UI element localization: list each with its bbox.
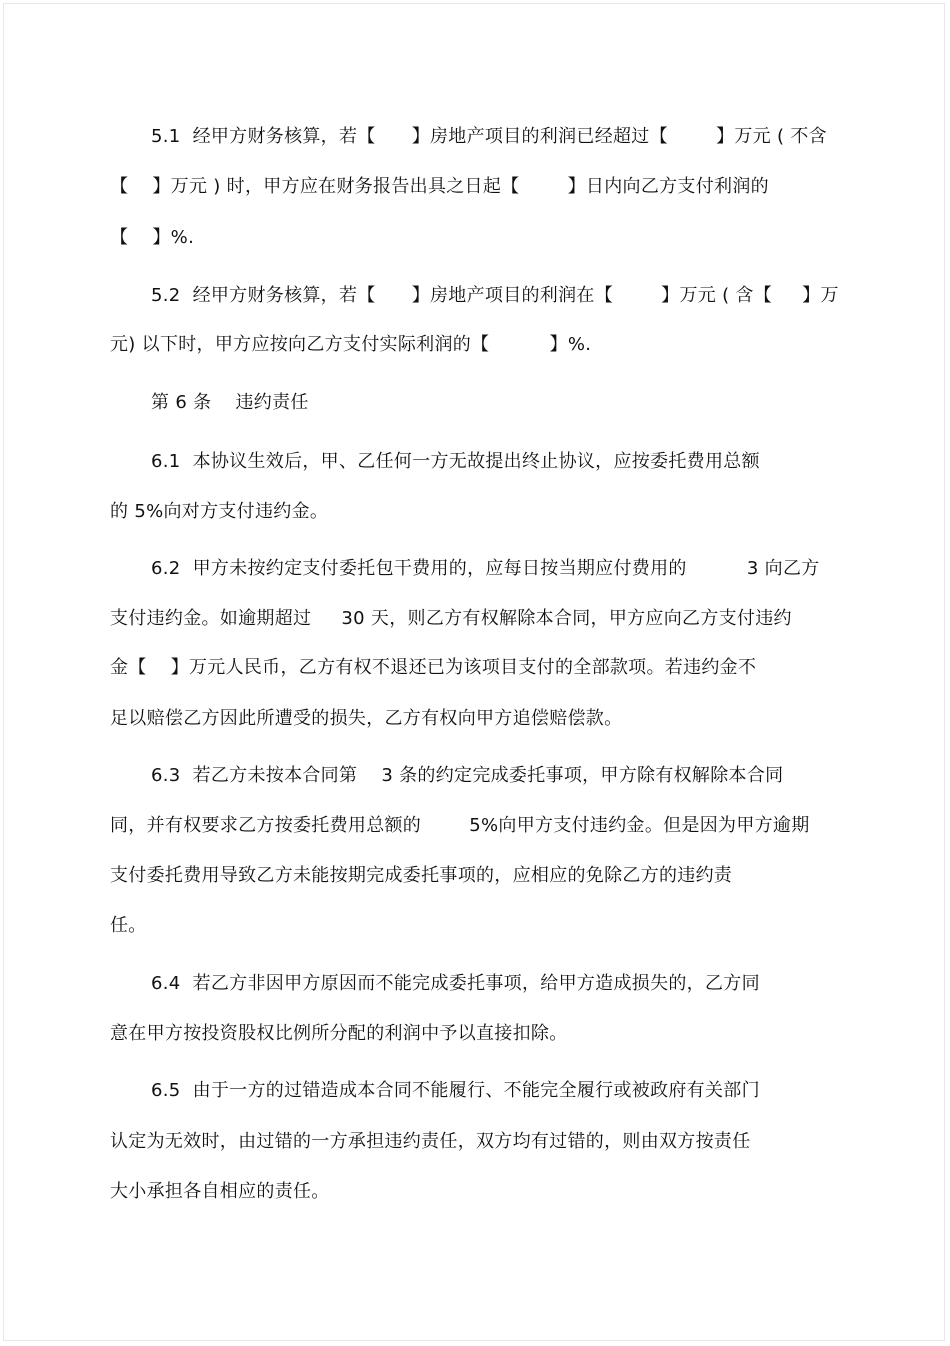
text-line-5-1-b: 【 】万元 ) 时，甲方应在财务报告出具之日起【 】日内向乙方支付利润的 [110,176,769,197]
text-line-5-1-a: 5.1 经甲方财务核算，若【 】房地产项目的利润已经超过【 】万元 ( 不含 [151,126,827,147]
text-line-6-1-a: 6.1 本协议生效后，甲、乙任何一方无故提出终止协议，应按委托费用总额 [151,451,760,472]
section-heading-article-6: 第 6 条 违约责任 [151,392,309,413]
text-line-6-2-b: 支付违约金。如逾期超过 30 天，则乙方有权解除本合同，甲方应向乙方支付违约 [110,608,792,629]
text-line-6-4-a: 6.4 若乙方非因甲方原因而不能完成委托事项，给甲方造成损失的，乙方同 [151,973,760,994]
document-page [3,3,945,1341]
text-line-6-5-b: 认定为无效时，由过错的一方承担违约责任，双方均有过错的，则由双方按责任 [110,1131,751,1152]
text-line-5-2-a: 5.2 经甲方财务核算，若【 】房地产项目的利润在【 】万元 ( 含【 】万 [151,285,839,306]
text-line-5-1-c: 【 】%. [110,227,195,248]
text-line-6-3-b: 同，并有权要求乙方按委托费用总额的 5%向甲方支付违约金。但是因为甲方逾期 [110,815,810,836]
text-line-6-3-a: 6.3 若乙方未按本合同第 3 条的约定完成委托事项，甲方除有权解除本合同 [151,765,784,786]
text-line-6-3-d: 任。 [110,915,147,936]
text-line-6-1-b: 的 5%向对方支付违约金。 [110,501,329,522]
text-line-6-2-c: 金【 】万元人民币，乙方有权不退还已为该项目支付的全部款项。若违约金不 [110,657,757,678]
text-line-5-2-b: 元) 以下时，甲方应按向乙方支付实际利润的【 】%. [110,334,592,355]
text-line-6-2-a: 6.2 甲方未按约定支付委托包干费用的，应每日按当期应付费用的 3 向乙方 [151,558,820,579]
text-line-6-5-a: 6.5 由于一方的过错造成本合同不能履行、不能完全履行或被政府有关部门 [151,1080,760,1101]
text-line-6-4-b: 意在甲方按投资股权比例所分配的利润中予以直接扣除。 [110,1023,568,1044]
text-line-6-2-d: 足以赔偿乙方因此所遭受的损失，乙方有权向甲方追偿赔偿款。 [110,708,623,729]
text-line-6-5-c: 大小承担各自相应的责任。 [110,1181,330,1202]
text-line-6-3-c: 支付委托费用导致乙方未能按期完成委托事项的，应相应的免除乙方的违约责 [110,865,733,886]
